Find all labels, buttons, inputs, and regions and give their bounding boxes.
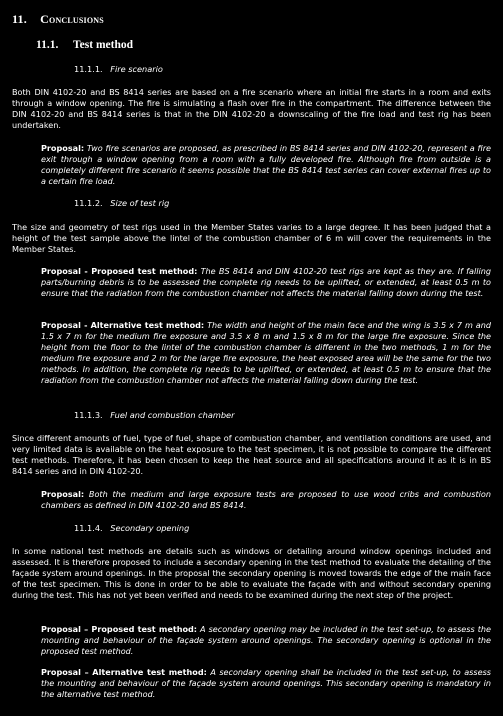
section-heading bbox=[36, 39, 133, 51]
subsection-number: 11.1.4. bbox=[74, 523, 103, 533]
proposal-fire-scenario bbox=[41, 143, 491, 187]
proposal-alternative-test-method-opening bbox=[41, 667, 491, 700]
subsection-number: 11.1.3. bbox=[74, 410, 103, 420]
section-title: Test method bbox=[73, 39, 134, 51]
proposal-label: Proposal - Proposed test method: bbox=[41, 266, 198, 276]
chapter-number: 11. bbox=[12, 12, 27, 26]
proposal-label: Proposal - Alternative test method: bbox=[41, 320, 205, 330]
proposal-label: Proposal – Alternative test method: bbox=[41, 667, 207, 677]
paragraph-secondary-opening: In some national test methods are details such as windows or detailing around window openings included and assessed. It is therefore proposed to include a secondary opening in the test method to evaluate the detailing of the façade system around openings. In the proposal the secondary opening is moved towards the edge of the main face of the test specimen. This is done in order to be able to evaluate the façade with and without secondary opening during the test. This has not yet been verified and needs to be examined during the next step of the project. bbox=[12, 546, 491, 600]
proposal-fuel-and-combustion-chamber bbox=[41, 489, 491, 511]
paragraph-fire-scenario: Both DIN 4102-20 and BS 8414 series are based on a fire scenario where an initial fire starts in a room and exits through a window opening. The fire is simulating a flash over fire in the compartment. The difference between the DIN 4102-20 and BS 8414 series is that in the DIN 4102-20 a downscaling of the fire load and test rig has been undertaken. bbox=[12, 87, 491, 130]
proposal-text: A secondary opening shall be included in the test set-up, to assess the mounting and behaviour of the façade system around openings. This secondary opening is mandatory in the alternative test method. bbox=[41, 667, 492, 699]
section-number: 11.1. bbox=[36, 39, 59, 51]
chapter-title: Conclusions bbox=[40, 12, 104, 26]
proposal-alternative-test-method-rig bbox=[41, 320, 491, 386]
subsection-title: Fuel and combustion chamber bbox=[110, 410, 235, 420]
proposal-proposed-test-method-rig bbox=[41, 266, 491, 299]
proposal-text: Both the medium and large exposure tests are proposed to use wood cribs and combustion chambers as defined in DIN 4102-20 and BS 8414. bbox=[41, 489, 491, 510]
subsection-heading-fire-scenario bbox=[74, 64, 163, 74]
paragraph-fuel-and-combustion-chamber: Since different amounts of fuel, type of fuel, shape of combustion chamber, and ventilation conditions are used, and very limited data is available on the heat exposure to the test specimen, it is not possible to compare the different test methods. Therefore, it has been chosen to keep the heat source and all specifications around it as it is in BS 8414 series and in DIN 4102-20. bbox=[12, 433, 491, 476]
proposal-label: Proposal: bbox=[41, 489, 85, 499]
subsection-number: 11.1.1. bbox=[74, 64, 103, 74]
proposal-text: A secondary opening may be included in the test set-up, to assess the mounting and behaviour of the façade system around openings. The secondary opening is optional in the proposed test method. bbox=[41, 624, 491, 656]
subsection-title: Size of test rig bbox=[110, 198, 170, 208]
paragraph-size-of-test-rig: The size and geometry of test rigs used in the Member States varies to a large degree. It has been judged that a height of the test sample above the lintel of the combustion chamber of 6 m will cover the requirements in the Member States. bbox=[12, 222, 491, 254]
proposal-text: Two fire scenarios are proposed, as prescribed in BS 8414 series and DIN 4102-20, represent a fire exit through a window opening from a room with a fully developed fire. Although fire from outside is a completely different fire scenario it seems possible that the BS 8414 test series can cover external fires up to a certain fire load. bbox=[41, 143, 492, 186]
proposal-text: The width and height of the main face and the wing is 3.5 x 7 m and 1.5 x 7 m for the medium fire exposure and 3.5 x 8 m and 1.5 x 8 m for the large fire exposure. Since the height from the floor to the lintel of the combustion chamber is different in the two methods, 1 m for the medium fire exposure and 2 m for the large fire exposure, the heat exposed area will be the same for the two methods. In addition, the complete rig needs to be uplifted, or extended, at least 0.5 m to ensure that the radiation from the combustion chamber not affects the material falling down during the test. bbox=[41, 320, 491, 385]
subsection-heading-fuel-and-combustion-chamber bbox=[74, 410, 234, 420]
subsection-heading-size-of-test-rig bbox=[74, 198, 169, 208]
proposal-text: The BS 8414 and DIN 4102-20 test rigs are kept as they are. If falling parts/burning debris is to be assessed the complete rig needs to be uplifted, or extended, at least 0.5 m to ensure that the radiation from the combustion chamber not affects the material falling down during the test. bbox=[41, 266, 491, 298]
subsection-heading-secondary-opening bbox=[74, 523, 189, 533]
chapter-heading bbox=[12, 12, 104, 27]
proposal-label: Proposal: bbox=[41, 143, 85, 153]
subsection-number: 11.1.2. bbox=[74, 198, 103, 208]
proposal-label: Proposal – Proposed test method: bbox=[41, 624, 198, 634]
proposal-proposed-test-method-opening bbox=[41, 624, 491, 657]
subsection-title: Fire scenario bbox=[110, 64, 163, 74]
subsection-title: Secondary opening bbox=[110, 523, 190, 533]
